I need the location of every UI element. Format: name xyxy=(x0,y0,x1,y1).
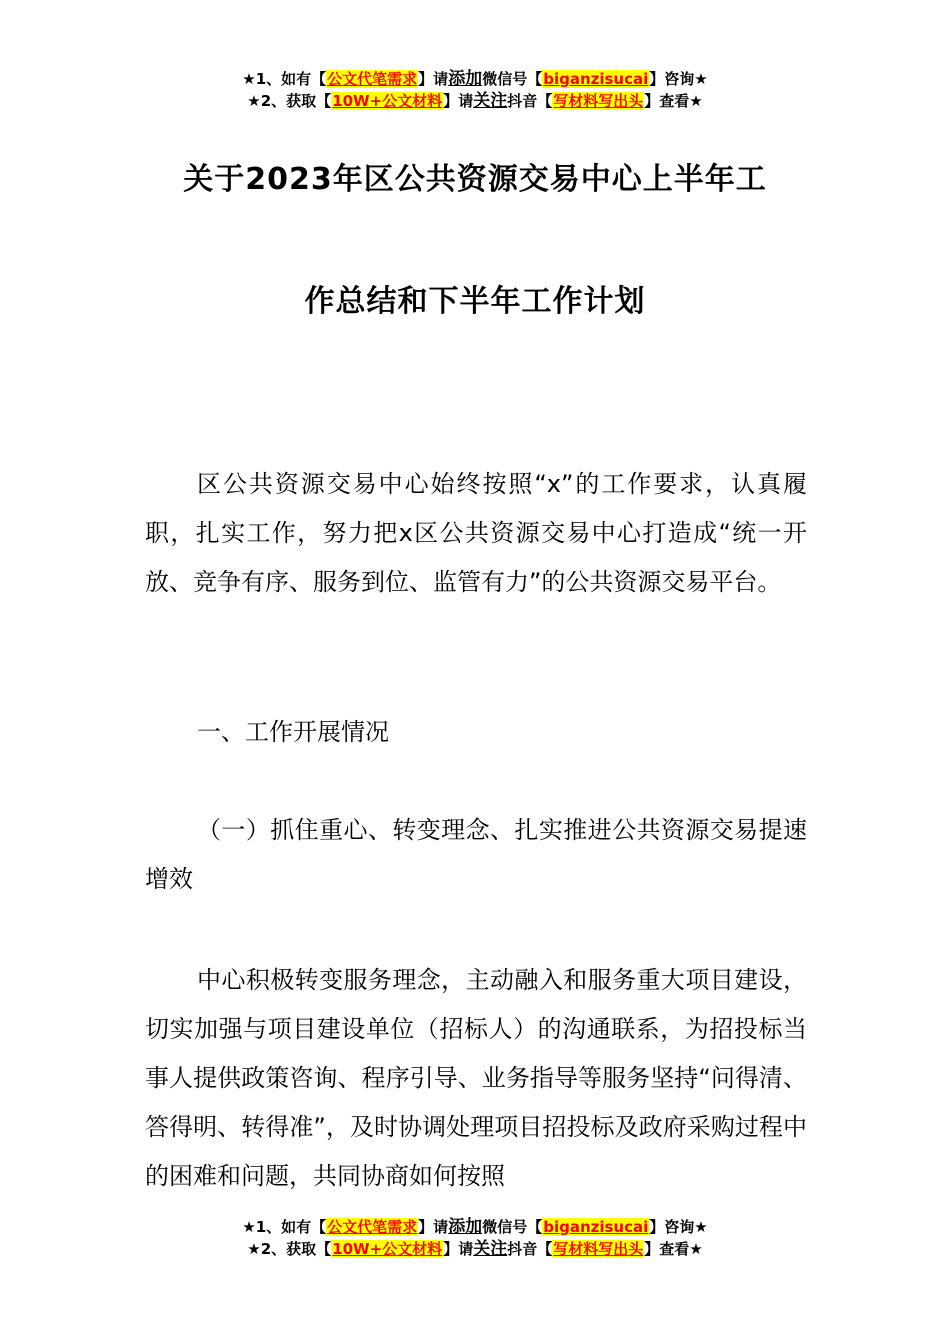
promo-text: 】请 xyxy=(443,92,474,110)
promo-highlight: 10W+公文材料 xyxy=(332,1240,443,1258)
promo-highlight: 公文代笔需求 xyxy=(327,1218,418,1236)
promo-text: 抖音【 xyxy=(507,1240,553,1258)
promo-text: 】请 xyxy=(418,70,449,88)
promo-underline: 关注 xyxy=(473,1239,508,1259)
promo-underline: 添加 xyxy=(448,1217,483,1237)
promo-highlight: 写材料写出头 xyxy=(553,1240,644,1258)
promo-highlight: biganzisucai xyxy=(543,1218,649,1236)
promo-text: 】查看★ xyxy=(644,1240,703,1258)
section-heading-1: 一、工作开展情况 xyxy=(197,718,389,746)
promo-highlight: 公文代笔需求 xyxy=(327,70,418,88)
promo-line-2 xyxy=(0,1238,950,1260)
promo-line-1 xyxy=(0,1216,950,1238)
promo-highlight: 10W+公文材料 xyxy=(332,92,443,110)
promo-highlight: 写材料写出头 xyxy=(553,92,644,110)
promo-text: ★1、如有【 xyxy=(242,70,327,88)
document-title-line-2: 作总结和下半年工作计划 xyxy=(304,284,646,319)
bottom-promo-banner xyxy=(0,1216,950,1260)
promo-text: ★2、获取【 xyxy=(247,1240,332,1258)
subsection-heading-1: （一）抓住重心、转变理念、扎实推进公共资源交易提速增效 xyxy=(145,816,807,893)
promo-text: 】请 xyxy=(443,1240,474,1258)
promo-line-1 xyxy=(0,68,950,90)
promo-underline: 关注 xyxy=(473,91,508,111)
promo-highlight: biganzisucai xyxy=(543,70,649,88)
promo-text: 】咨询★ xyxy=(649,70,708,88)
promo-text: ★2、获取【 xyxy=(247,92,332,110)
promo-text: ★1、如有【 xyxy=(242,1218,327,1236)
paragraph-body-1: 中心积极转变服务理念，主动融入和服务重大项目建设，切实加强与项目建设单位（招标人）的沟通联系，为招投标当事人提供政策咨询、程序引导、业务指导等服务坚持“问得清、答得明、转得准”，及时协调处理项目招投标及政府采购过程中的困难和问题，共同协商如何按照 xyxy=(145,966,807,1190)
top-promo-banner xyxy=(0,68,950,112)
promo-text: 微信号【 xyxy=(482,70,543,88)
promo-text: 】咨询★ xyxy=(649,1218,708,1236)
promo-text: 微信号【 xyxy=(482,1218,543,1236)
promo-text: 】查看★ xyxy=(644,92,703,110)
promo-text: 】请 xyxy=(418,1218,449,1236)
document-title-line-1: 关于2023年区公共资源交易中心上半年工 xyxy=(183,162,767,197)
promo-underline: 添加 xyxy=(448,69,483,89)
promo-line-2 xyxy=(0,90,950,112)
paragraph-intro: 区公共资源交易中心始终按照“x”的工作要求，认真履职，扎实工作，努力把x区公共资源交易中心打造成“统一开放、竞争有序、服务到位、监管有力”的公共资源交易平台。 xyxy=(145,470,807,596)
promo-text: 抖音【 xyxy=(507,92,553,110)
